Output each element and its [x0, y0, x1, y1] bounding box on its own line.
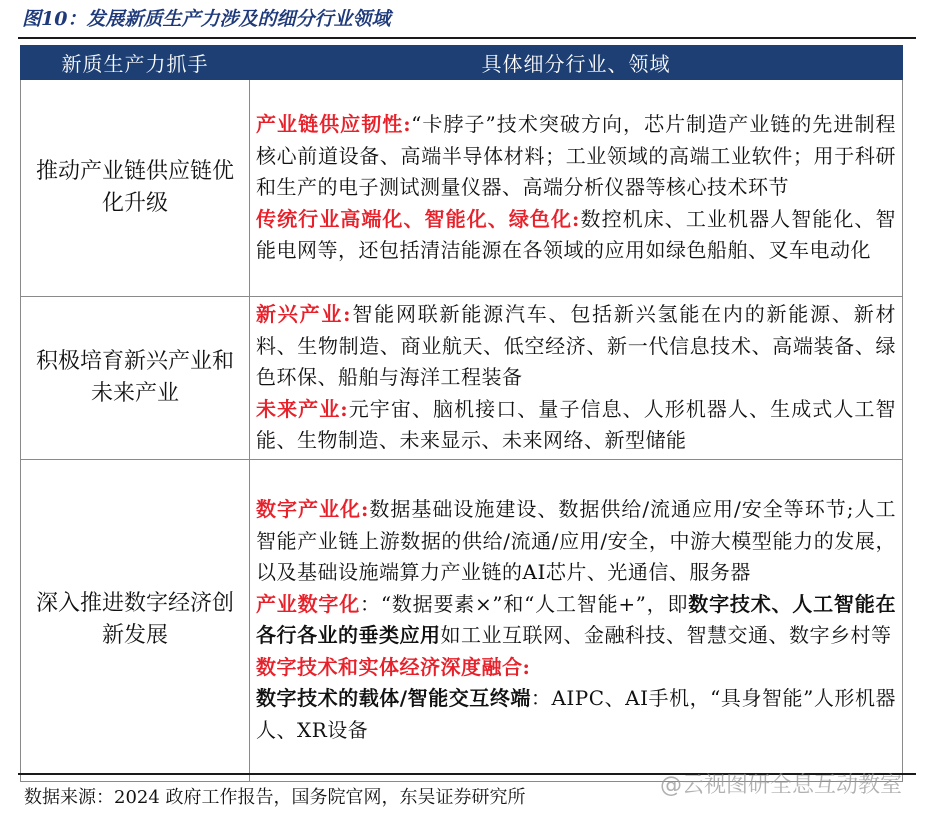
row-category: 深入推进数字经济创新发展 [21, 459, 250, 781]
table-header-row [21, 46, 903, 80]
segment-text: ：AIPC、AI手机，“具身智能”人形机器人、XR设备 [256, 686, 896, 742]
table-row [21, 297, 903, 460]
row-category: 推动产业链供应链优化升级 [21, 80, 250, 297]
segment-text: 元宇宙、脑机接口、量子信息、人形机器人、生成式人工智能、生物制造、未来显示、未来网络、新型储能 [256, 396, 896, 452]
segment-text: 如工业互联网、金融科技、智慧交通、数字乡村等 [440, 623, 892, 647]
segment-bold-text: 数字技术的载体/智能交互终端 [256, 686, 531, 710]
row-content [250, 80, 903, 297]
segment-label: 产业链供应韧性: [256, 112, 412, 137]
segment-bold-text: 数字技术、人工智能在各行各业的垂类应用 [256, 591, 897, 647]
segment-label: 未来产业: [256, 396, 349, 421]
source-note: 数据来源：2024 政府工作报告，国务院官网，东吴证券研究所 [24, 787, 526, 808]
segment-label: 数字技术和实体经济深度融合: [256, 654, 531, 679]
header-category: 新质生产力抓手 [21, 46, 250, 80]
industry-table [20, 45, 903, 782]
segment-text: ：“数据要素×”和“人工智能+”，即 [360, 591, 689, 616]
segment-label: 传统行业高端化、智能化、绿色化: [256, 206, 580, 231]
segment-text: 数控机床、工业机器人智能化、智能电网等，还包括清洁能源在各领域的应用如绿色船舶、叉车电动化 [256, 206, 896, 263]
figure-title: 图10：发展新质生产力涉及的细分行业领域 [22, 8, 391, 30]
segment-text: 数据基础设施建设、数据供给/流通应用/安全等环节;人工智能产业链上游数据的供给/流通/应用/安全，中游大模型能力的发展，以及基础设施端算力产业链的AI芯片、光通信、服务器 [256, 497, 896, 584]
segment-label: 数字产业化: [256, 497, 369, 521]
table-row [21, 80, 903, 297]
segment-label: 产业数字化 [256, 591, 361, 616]
table-row [21, 459, 903, 781]
row-content [250, 297, 903, 460]
row-category: 积极培育新兴产业和未来产业 [21, 297, 250, 460]
segment-text: “卡脖子”技术突破方向，芯片制造产业链的先进制程核心前道设备、高端半导体材料；工业领域的高端工业软件；用于科研和生产的电子测试测量仪器、高端分析仪器等核心技术环节 [256, 112, 896, 200]
row-content [250, 459, 903, 781]
header-segments: 具体细分行业、领域 [250, 46, 903, 80]
watermark: @云视图研全息互动教室 [660, 773, 903, 798]
top-divider [18, 37, 916, 39]
segment-text: 智能网联新能源汽车、包括新兴氢能在内的新能源、新材料、生物制造、商业航天、低空经济、新一代信息技术、高端装备、绿色环保、船舶与海洋工程装备 [256, 302, 896, 389]
segment-label: 新兴产业: [256, 302, 352, 326]
